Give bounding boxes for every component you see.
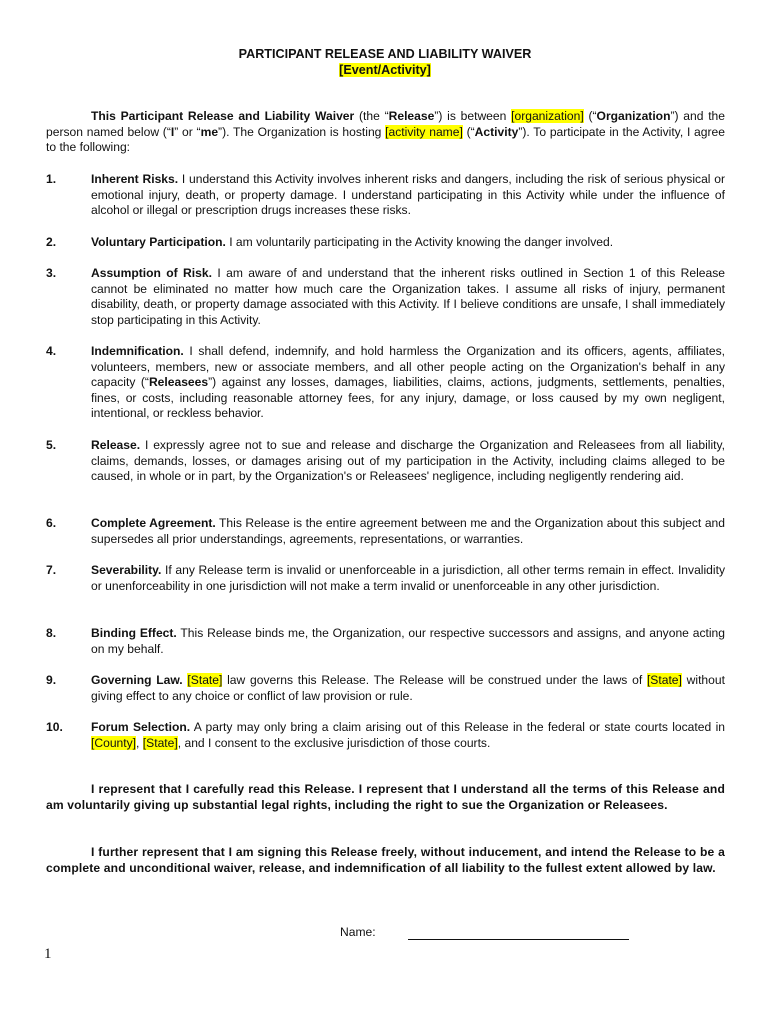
- clause-number: 8.: [46, 626, 57, 640]
- representation-paragraph-2: I further represent that I am signing this Release freely, without inducement, and intend the Release to be a complete and unconditional waiver, release, and indemnification of all liability to the fullest extent allowed by law.: [46, 845, 725, 875]
- clause-text: This Release is the entire agreement between me and the Organization about this subject and supersedes all prior understandings, agreements, representations, or warranties.: [91, 516, 725, 546]
- clause-text: If any Release term is invalid or unenforceable in a jurisdiction, all other terms remain in effect. Invalidity or unenforceability in one jurisdiction will not make a term invalid or unenforceable in any other jurisdiction.: [91, 563, 725, 593]
- name-signature-line[interactable]: [408, 924, 629, 940]
- state-placeholder: [State]: [646, 673, 682, 687]
- page-number: 1: [44, 946, 52, 962]
- defined-term-activity: Activity: [474, 124, 519, 139]
- clause-text: I understand this Activity involves inherent risks and dangers, including the risk of serious physical or emotional injury, death, or property damage. I understand participating in this Activity while under the influence of alcohol or illegal or prescription drugs increases these risks.: [91, 172, 725, 218]
- clause-number: 2.: [46, 235, 57, 249]
- clause-text: This Release binds me, the Organization, our respective successors and assigns, and anyone acting on my behalf.: [91, 626, 725, 656]
- representation-paragraph-1: I represent that I carefully read this Release. I represent that I understand all the terms of this Release and am voluntarily giving up substantial legal rights, including the right to sue the Organization or Releasees.: [46, 782, 725, 812]
- clause-text: I am aware of and understand that the inherent risks outlined in Section 1 of this Release cannot be eliminated no matter how much care the Organization takes. I assume all risks of injury, permanent disability, death, or property damage associated with this Activity. If I believe conditions are unsafe, I shall immediately stop participating in this Activity.: [91, 266, 725, 327]
- clause-number: 9.: [46, 673, 57, 687]
- defined-term-release: Release: [388, 109, 435, 123]
- clause-heading: Indemnification.: [91, 344, 184, 358]
- clause-number: 1.: [46, 172, 57, 186]
- state-placeholder: [State]: [187, 673, 223, 687]
- clause-heading: Release.: [91, 438, 141, 452]
- county-placeholder: [County]: [91, 735, 137, 750]
- clause-number: 5.: [46, 438, 57, 452]
- state-placeholder: [State]: [142, 735, 178, 750]
- clause-heading: Binding Effect.: [91, 626, 177, 640]
- clause-heading: Severability.: [91, 563, 162, 577]
- document-title: PARTICIPANT RELEASE AND LIABILITY WAIVER: [238, 47, 532, 61]
- intro-paragraph: This Participant Release and Liability Waiver (the “Release”) is between [organization] (“Organization”) and the person named below (“I” or “me”). The Organization is hosting [activity name] (“Activity”). To participate in the Activity, I agree to the following:: [46, 109, 726, 155]
- defined-term-releasees: Releasees: [148, 375, 209, 390]
- clause-number: 3.: [46, 266, 57, 280]
- clause-heading: Voluntary Participation.: [91, 235, 226, 249]
- clause-text: I am voluntarily participating in the Activity knowing the danger involved.: [225, 235, 614, 249]
- name-label: Name:: [340, 925, 376, 939]
- document-page: PARTICIPANT RELEASE AND LIABILITY WAIVER [Event/Activity] This Participant Release and Liability Waiver (the “Release”) is between [organization] (“Organization”) and the person named below (“I” or “me”). The Organization is hosting [activity name] (“Activity”). To participate in the Activity, I agree to the following: 1. Inherent Risks. I understand this Activity involves inherent risks and dangers, including the risk of serious physical or emotional injury, death, or property damage. I understand participating in this Activity while under the influence of alcohol or illegal or prescription drugs increases these risks. 2. Voluntary Participation. I am voluntarily participating in the Activity knowing the danger involved. 3. Assumption of Risk. I am aware of and understand that the inherent risks outlined in Section 1 of this Release cannot be eliminated no matter how much care the Organization takes. I assume all risks of injury, permanent disability, death, or property damage associated with this Activity. If I believe conditions are unsafe, I shall immediately stop participating in this Activity. 4. Indemnification. I shall defend, indemnify, and hold harmless the Organization and its officers, agents, affiliates, volunteers, members, new or associate members, and all other people acting on the Organization's behalf in any capacity (“Releasees”) against any losses, damages, liabilities, claims, actions, judgments, settlements, penalties, fines, or costs, including reasonable attorney fees, for any injury, damage, or loss caused by my own negligent, intentional, or reckless behavior. 5. Release. I expressly agree not to sue and release and discharge the Organization and Releasees from all liability, claims, demands, losses, or damages arising out of my participation in the Activity, including claims alleged to be caused, in whole or in part, by the Organization's or Releasees' negligence, including negligently rendering aid. 6. Complete Agreement. This Release is the entire agreement between me and the Organization about this subject and supersedes all prior understandings, agreements, representations, or warranties. 7. Severability. If any Release term is invalid or unenforceable in a jurisdiction, all other terms remain in effect. Invalidity or unenforceability in one jurisdiction will not make a term invalid or unenforceable in any other jurisdiction. 8. Binding Effect. This Release binds me, the Organization, our respective successors and assigns, and anyone acting on my behalf. 9. Governing Law. [State] law governs this Release. The Release will be construed under the laws of [State] without giving effect to any choice or conflict of law provision or rule. 10. Forum Selection. A party may only bring a claim arising out of this Release in the federal or state courts located in [County], [State], and I consent to the exclusive jurisdiction of those courts. I represent that I carefully read this Release. I represent that I understand all the terms of this Release and am voluntarily giving up substantial legal rights, including the right to sue the Organization or Releasees. I further represent that I am signing this Release freely, without inducement, and intend the Release to be a complete and unconditional waiver, release, and indemnification of all liability to the fullest extent allowed by law. Name: 1: [0, 0, 770, 1024]
- clause-heading: Complete Agreement.: [91, 516, 216, 530]
- subtitle-placeholder: [Event/Activity]: [339, 63, 431, 77]
- clause-heading: Assumption of Risk.: [91, 266, 212, 280]
- document-title-block: [0, 46, 770, 78]
- clause-heading: Governing Law.: [91, 673, 183, 687]
- document-subtitle: [0, 62, 770, 78]
- activity-name-placeholder: [activity name]: [385, 124, 463, 139]
- intro-lead: This Participant Release and Liability Waiver: [91, 109, 355, 123]
- clause-number: 7.: [46, 563, 57, 577]
- clause-number: 10.: [46, 720, 63, 734]
- clause-text: I expressly agree not to sue and release and discharge the Organization and Releasees from all liability, claims, demands, losses, or damages arising out of my participation in the Activity, including claims alleged to be caused, in whole or in part, by the Organization's or Releasees' negligence, including negligently rendering aid.: [91, 438, 725, 484]
- defined-term-organization: Organization: [596, 109, 671, 123]
- clause-heading: Forum Selection.: [91, 720, 191, 734]
- clause-heading: Inherent Risks.: [91, 172, 179, 186]
- clause-number: 4.: [46, 344, 57, 358]
- clause-number: 6.: [46, 516, 57, 530]
- organization-placeholder: [organization]: [511, 109, 584, 123]
